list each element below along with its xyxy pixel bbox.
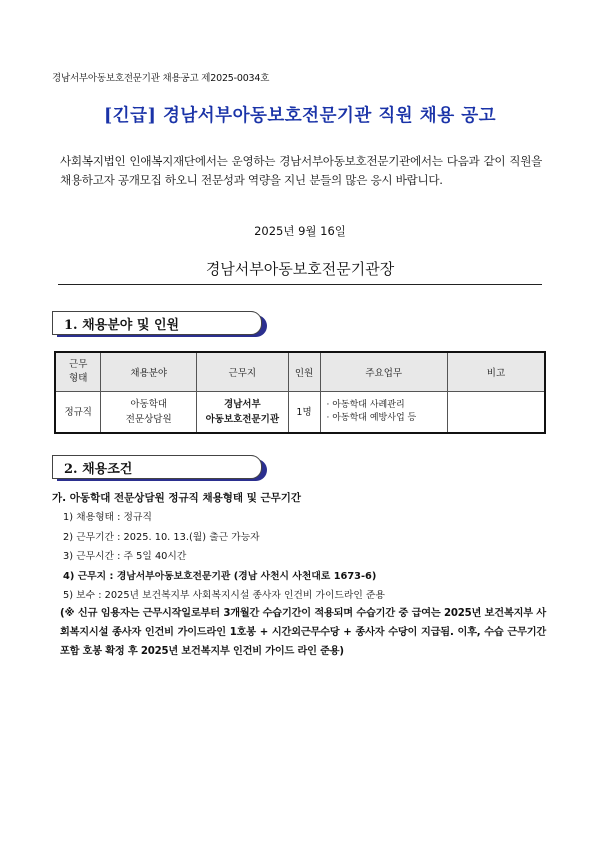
header-remarks: 비고: [447, 352, 545, 392]
section-label: 1. 채용분야 및 인원: [64, 318, 180, 333]
notice-date: 2025년 9월 16일: [254, 224, 346, 238]
page-title: [긴급] 경남서부아동보호전문기관 직원 채용 공고: [103, 106, 497, 126]
cell-location: [197, 392, 289, 434]
cell-count: 1명: [288, 392, 320, 434]
field-line: 전문상담원: [125, 414, 172, 425]
header-location: 근무지: [197, 352, 289, 392]
section-label: 2. 채용조건: [64, 462, 133, 477]
duty-item: · 아동학대 사례관리: [326, 400, 405, 410]
location-line: 경남서부: [223, 399, 261, 410]
cell-field: [101, 392, 197, 434]
cell-remarks: [447, 392, 545, 434]
header-employment-type: 근무형태: [55, 352, 101, 392]
location-line: 아동보호전문기관: [205, 414, 279, 425]
subsection-title: 가. 아동학대 전문상담원 정규직 채용형태 및 근무기간: [52, 492, 302, 504]
section-heading-positions: [52, 311, 266, 335]
probation-note: (※ 신규 임용자는 근무시작일로부터 3개월간 수습기간이 적용되며 수습기간 중 급여는 2025년 보건복지부 사회복지시설 종사자 인건비 가이드라인 1호봉 + 시간외근무수당 + 종사자 수당이 지급됨. 이후, 수습 근무기간 포함 호봉 확정 후 2025년 보건복지부 인건비 가이드 라인 준용): [60, 608, 546, 657]
list-item: 4) 근무지 : 경남서부아동보호전문기관 (경남 사천시 사천대로 1673-6): [63, 570, 377, 582]
list-item: 1) 채용형태 : 정규직: [63, 512, 152, 523]
positions-table: [54, 351, 546, 434]
organization-name: 경남서부아동보호전문기관장: [58, 258, 542, 285]
field-line: 아동학대: [130, 399, 168, 410]
intro-paragraph: 사회복지법인 인애복지재단에서는 운영하는 경남서부아동보호전문기관에서는 다음과 같이 직원을 채용하고자 공개모집 하오니 전문성과 역량을 지닌 분들의 많은 응시 바랍니다.: [60, 154, 542, 187]
document-number: 경남서부아동보호전문기관 채용공고 제2025-0034호: [52, 73, 270, 84]
list-item: 2) 근무기간 : 2025. 10. 13.(월) 출근 가능자: [63, 531, 260, 543]
section-heading-conditions: [52, 455, 266, 479]
header-count: 인원: [288, 352, 320, 392]
table-header-row: [55, 352, 545, 392]
table-row: [55, 392, 545, 434]
header-field: 채용분야: [101, 352, 197, 392]
list-item: 5) 보수 : 2025년 보건복지부 사회복지시설 종사자 인건비 가이드라인 준용: [63, 590, 385, 601]
duty-item: · 아동학대 예방사업 등: [326, 413, 417, 423]
list-item: 3) 근무시간 : 주 5일 40시간: [63, 551, 187, 562]
conditions-list: [63, 509, 385, 607]
header-duties: 주요업무: [320, 352, 447, 392]
cell-duties: [320, 392, 447, 434]
cell-employment-type: 정규직: [55, 392, 101, 434]
